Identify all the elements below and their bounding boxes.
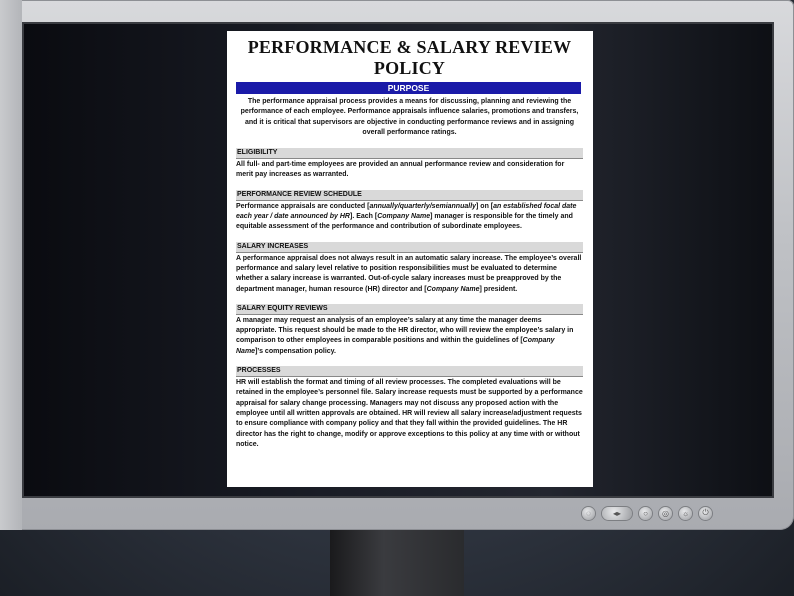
placeholder-text: Company Name xyxy=(377,213,431,221)
section-salary-equity-reviews xyxy=(236,304,583,357)
placeholder-text: annually/quarterly/semiannually xyxy=(369,202,477,210)
monitor-controls xyxy=(582,505,712,521)
section-body xyxy=(236,202,583,233)
policy-document xyxy=(227,31,593,487)
section-salary-increases xyxy=(236,242,583,295)
body-text: ] on [ xyxy=(476,202,494,210)
placeholder-text: Company Name xyxy=(426,285,480,293)
section-body: All full- and part-time employees are provided an annual performance review and consideration for merit pay increases as warranted. xyxy=(236,161,565,179)
page-title: PERFORMANCE & SALARY REVIEW POLICY xyxy=(247,37,572,78)
section-eligibility xyxy=(236,148,583,181)
section-processes xyxy=(236,366,583,450)
menu-button-icon[interactable]: ◌ xyxy=(582,507,595,520)
body-text: A manager may request an analysis of an employee’s salary at any time the manager deems appropriate. This request should be made to the HR director, who will review the employee’s salary in comparison to other employees in comparable positions and within the guidelines of [ xyxy=(236,316,574,345)
body-text: Performance appraisals are conducted [ xyxy=(236,202,370,210)
section-body: HR will establish the format and timing of all review processes. The completed evaluations will be retained in the employee’s personnel file. Salary increase requests must be supported by a performance appraisal for salary change processing. Managers may not discuss any proposed action with the employee until all written approvals are obtained. HR will review all salary increase/adjustment requests to ensure compliance with company policy and that they fall within the provided guidelines. The HR director has the right to change, modify or approve exceptions to this policy at any time with or without notice. xyxy=(236,379,583,448)
auto-button-icon[interactable]: ◎ xyxy=(659,507,672,520)
section-heading: ELIGIBILITY xyxy=(236,148,583,159)
monitor-stand xyxy=(330,520,464,596)
body-text: ]’s compensation policy. xyxy=(255,347,336,355)
bezel-edge xyxy=(0,0,22,530)
section-review-schedule xyxy=(236,190,583,233)
input-button-icon[interactable]: ○ xyxy=(639,507,652,520)
body-text: ] manager is responsible for the timely and equitable assessment of the performance and contribution of subordinate employees. xyxy=(236,213,573,231)
brightness-button-icon[interactable]: ☼ xyxy=(679,507,692,520)
section-body xyxy=(236,316,583,357)
body-text: ] president. xyxy=(479,285,518,293)
section-body xyxy=(236,254,583,295)
section-heading: SALARY INCREASES xyxy=(236,242,583,253)
placeholder-text: Company Name xyxy=(236,337,555,355)
adjust-button-icon[interactable]: ◂▸ xyxy=(602,507,632,520)
body-text: ]. Each [ xyxy=(349,213,378,221)
purpose-heading: PURPOSE xyxy=(236,82,581,94)
section-heading: SALARY EQUITY REVIEWS xyxy=(236,304,583,315)
section-heading: PERFORMANCE REVIEW SCHEDULE xyxy=(236,190,583,201)
placeholder-text: an established focal date each year / date announced by HR xyxy=(236,202,577,221)
purpose-text: The performance appraisal process provides a means for discussing, planning and reviewing the performance of each employee. Performance appraisals influence salaries, promotions and transfers, and it is critical that supervisors are objective in conducting performance reviews and in assigning overall performance ratings. xyxy=(240,98,579,136)
body-text: A performance appraisal does not always result in an automatic salary increase. The employee’s overall performance and salary level relative to position responsibilities must be evaluated to determine whether a salary increase is warranted. Out-of-cycle salary increases must be preapproved by the department manager, human resource (HR) director and [ xyxy=(236,254,582,293)
section-heading: PROCESSES xyxy=(236,366,583,377)
power-button-icon[interactable]: ⏻ xyxy=(699,507,712,520)
